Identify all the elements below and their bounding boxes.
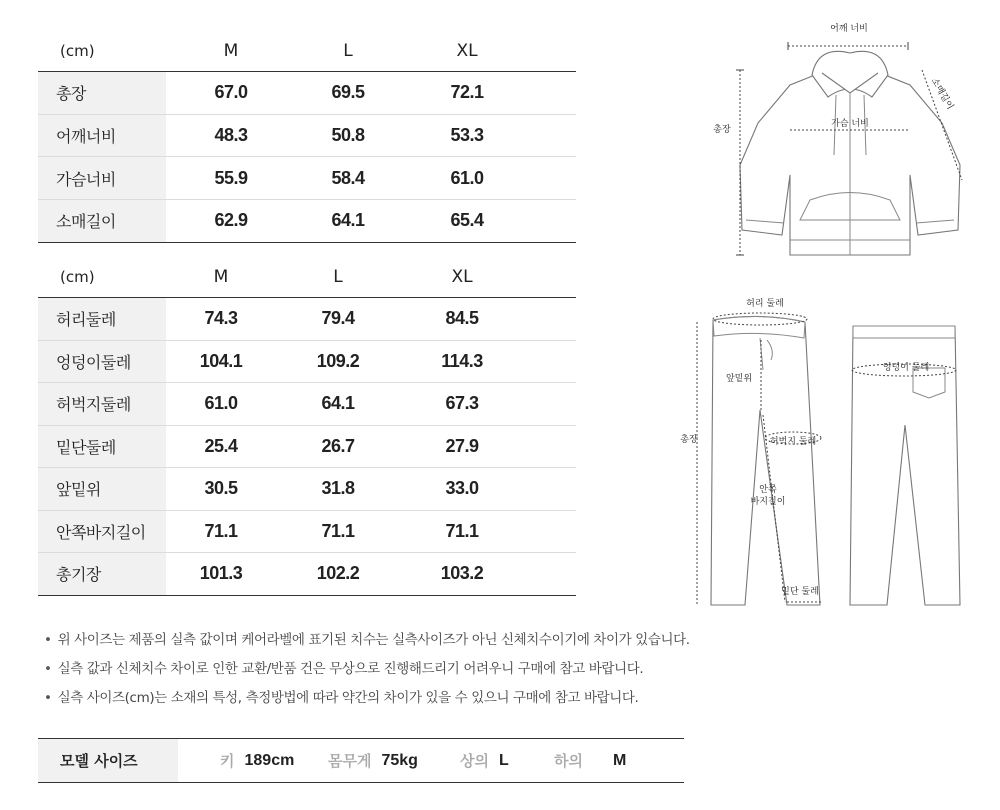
cell-value: 71.1 <box>276 510 400 553</box>
col-header-l: L <box>343 40 353 61</box>
col-header-xl: XL <box>451 266 473 287</box>
hoodie-diagram <box>700 15 990 265</box>
row-label: 가슴너비 <box>38 157 166 200</box>
cell-value: 71.1 <box>400 510 524 553</box>
cell-value: 53.3 <box>400 114 534 157</box>
cell-value: 61.0 <box>166 383 276 426</box>
col-header-m: M <box>223 40 239 61</box>
cell-value: 58.4 <box>296 157 400 200</box>
model-bottom <box>554 750 626 771</box>
cell-value: 26.7 <box>276 425 400 468</box>
model-top-value: L <box>498 751 509 769</box>
table-row <box>38 200 576 243</box>
pants-total-label: 총장 <box>680 435 698 445</box>
model-weight <box>328 750 418 771</box>
hoodie-shoulder-label: 어깨 너비 <box>830 24 868 34</box>
note-item: • 실측 사이즈(cm)는 소재의 특성, 측정방법에 따라 약간의 차이가 있을 수 있으니 구매에 참고 바랍니다. <box>44 688 690 717</box>
cell-value: 67.3 <box>400 383 524 426</box>
col-header-l: L <box>333 266 343 287</box>
cell-value: 65.4 <box>400 200 534 243</box>
col-header-m: M <box>213 266 229 287</box>
row-label: 앞밑위 <box>38 468 166 511</box>
row-label: 안쪽바지길이 <box>38 510 166 553</box>
cell-value: 64.1 <box>276 383 400 426</box>
model-top-label: 상의 <box>460 752 489 770</box>
cell-value: 104.1 <box>166 340 276 383</box>
cell-value: 55.9 <box>166 157 296 200</box>
model-weight-label: 몸무게 <box>328 752 372 770</box>
hoodie-chest-label: 가슴 너비 <box>831 119 869 129</box>
model-weight-value: 75kg <box>381 751 418 769</box>
table-row <box>38 510 576 553</box>
pants-diagram <box>675 290 975 610</box>
pants-front-rise-label: 앞밑위 <box>725 374 753 384</box>
cell-value: 84.5 <box>400 298 524 341</box>
row-label: 허벅지둘레 <box>38 383 166 426</box>
table-row <box>38 468 576 511</box>
cell-value: 74.3 <box>166 298 276 341</box>
row-label: 총기장 <box>38 553 166 596</box>
cell-value: 103.2 <box>400 553 524 596</box>
table-row <box>38 157 576 200</box>
table-row <box>38 72 576 115</box>
cell-value: 50.8 <box>296 114 400 157</box>
cell-value: 25.4 <box>166 425 276 468</box>
model-height-label: 키 <box>220 752 235 770</box>
top-size-table <box>38 30 576 243</box>
model-bottom-value: M <box>612 751 627 769</box>
row-label: 소매길이 <box>38 200 166 243</box>
pants-hem-label: 밑단 둘레 <box>781 587 819 597</box>
hoodie-length-label: 총장 <box>713 125 731 135</box>
pants-thigh-label: 허벅지 둘레 <box>769 437 817 447</box>
model-top <box>460 750 509 771</box>
bottom-size-table <box>38 256 576 596</box>
row-label: 어깨너비 <box>38 114 166 157</box>
table-row <box>38 340 576 383</box>
cell-value: 30.5 <box>166 468 276 511</box>
table-row <box>38 553 576 596</box>
cell-value: 64.1 <box>296 200 400 243</box>
cell-value: 27.9 <box>400 425 524 468</box>
note-item: • 위 사이즈는 제품의 실측 값이며 케어라벨에 표기된 치수는 실측사이즈가 아닌 신체치수이기에 차이가 있습니다. <box>44 630 690 659</box>
model-size-bar <box>38 738 684 783</box>
table-row <box>38 425 576 468</box>
notes-list <box>44 630 690 717</box>
unit-label: (cm) <box>60 41 95 60</box>
cell-value: 102.2 <box>276 553 400 596</box>
note-item: • 실측 값과 신체치수 차이로 인한 교환/반품 건은 무상으로 진행해드리기 어려우니 구매에 참고 바랍니다. <box>44 659 690 688</box>
cell-value: 79.4 <box>276 298 400 341</box>
table-header-row <box>38 256 576 298</box>
unit-label: (cm) <box>60 267 95 286</box>
cell-value: 114.3 <box>400 340 524 383</box>
cell-value: 61.0 <box>400 157 534 200</box>
cell-value: 33.0 <box>400 468 524 511</box>
table-row <box>38 298 576 341</box>
model-height <box>220 750 294 771</box>
cell-value: 69.5 <box>296 72 400 115</box>
model-height-value: 189cm <box>244 751 295 769</box>
cell-value: 67.0 <box>166 72 296 115</box>
model-size-title: 모델 사이즈 <box>38 739 178 782</box>
pants-hip-label: 엉덩이 둘레 <box>882 363 930 373</box>
table-row <box>38 114 576 157</box>
cell-value: 62.9 <box>166 200 296 243</box>
table-header-row <box>38 30 576 72</box>
model-bottom-label: 하의 <box>554 752 583 770</box>
col-header-xl: XL <box>456 40 478 61</box>
cell-value: 31.8 <box>276 468 400 511</box>
row-label: 엉덩이둘레 <box>38 340 166 383</box>
cell-value: 72.1 <box>400 72 534 115</box>
cell-value: 109.2 <box>276 340 400 383</box>
pants-waist-label: 허리 둘레 <box>746 299 784 309</box>
pants-inseam-label-2: 바지길이 <box>750 497 786 507</box>
cell-value: 101.3 <box>166 553 276 596</box>
row-label: 총장 <box>38 72 166 115</box>
row-label: 밑단둘레 <box>38 425 166 468</box>
hoodie-sleeve-label: 소매길이 <box>928 76 955 112</box>
pants-inseam-label-1: 안쪽 <box>759 485 777 495</box>
cell-value: 48.3 <box>166 114 296 157</box>
row-label: 허리둘레 <box>38 298 166 341</box>
cell-value: 71.1 <box>166 510 276 553</box>
table-row <box>38 383 576 426</box>
